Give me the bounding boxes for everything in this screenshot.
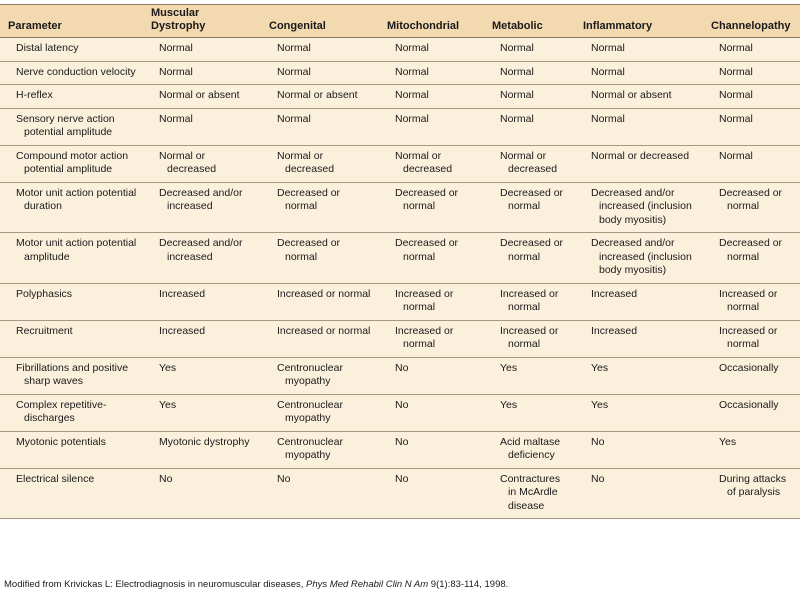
value-cell: [379, 468, 484, 519]
value-cell: [143, 357, 261, 394]
value-text: Increased or normal: [719, 287, 778, 313]
value-text: Normal: [395, 89, 429, 101]
value-cell: [379, 233, 484, 284]
value-cell: [261, 320, 379, 357]
value-cell: [261, 431, 379, 468]
value-cell: [575, 468, 703, 519]
value-text: No: [159, 472, 173, 485]
value-cell: [703, 145, 800, 182]
parameter-cell: [0, 468, 143, 519]
value-text: Yes: [719, 435, 737, 448]
value-text: No: [591, 435, 605, 448]
parameter-text: Sensory nerve action potential amplitude: [16, 112, 115, 138]
value-cell: [484, 233, 575, 284]
table-row: [0, 145, 800, 182]
table-row: [0, 182, 800, 233]
value-cell: [261, 85, 379, 109]
value-text: Myotonic dystrophy: [159, 435, 250, 448]
source-footnote: [4, 579, 508, 591]
value-cell: [379, 357, 484, 394]
value-text: Normal: [395, 65, 429, 78]
table-body: [0, 38, 800, 519]
value-cell: [379, 320, 484, 357]
value-text: Increased: [591, 324, 638, 337]
value-cell: [143, 431, 261, 468]
value-text: Normal: [591, 65, 625, 78]
value-cell: [261, 108, 379, 145]
value-text: Contractures in McArdle disease: [500, 472, 561, 512]
value-text: Normal: [500, 65, 534, 78]
value-cell: [703, 468, 800, 519]
header-parameter: Parameter: [0, 5, 143, 38]
value-cell: [261, 38, 379, 62]
header-channelopathy: Channelopathy: [703, 5, 800, 38]
parameter-cell: [0, 61, 143, 85]
parameter-cell: [0, 182, 143, 233]
parameter-text: Motor unit action potential duration: [16, 186, 137, 212]
value-cell: [575, 394, 703, 431]
value-text: No: [395, 398, 409, 411]
value-text: Decreased and/or increased (inclusion body myositis): [591, 237, 692, 276]
value-cell: [703, 357, 800, 394]
value-text: Decreased or normal: [500, 237, 564, 263]
parameter-cell: [0, 357, 143, 394]
value-cell: [575, 38, 703, 62]
value-cell: [484, 431, 575, 468]
parameter-text: Fibrillations and positive sharp waves: [16, 361, 129, 387]
header-mitochondrial: Mitochondrial: [379, 5, 484, 38]
value-cell: [703, 61, 800, 85]
value-cell: [703, 38, 800, 62]
parameter-cell: [0, 394, 143, 431]
value-text: Increased or normal: [395, 287, 454, 313]
value-cell: [484, 38, 575, 62]
value-cell: [143, 145, 261, 182]
value-text: Decreased and/or increased: [159, 186, 243, 212]
parameter-cell: [0, 85, 143, 109]
parameter-text: Recruitment: [16, 324, 73, 337]
parameter-text: Myotonic potentials: [16, 435, 106, 448]
value-text: Decreased or normal: [395, 186, 459, 212]
value-text: Normal: [719, 42, 753, 54]
table-row: [0, 357, 800, 394]
header-muscular-dystrophy-label: Muscular Dystrophy: [151, 7, 206, 32]
table-row: [0, 394, 800, 431]
parameter-cell: [0, 38, 143, 62]
value-text: Normal or absent: [277, 89, 358, 101]
value-text: Yes: [500, 398, 518, 411]
value-text: Increased or normal: [719, 324, 778, 350]
value-text: Increased or normal: [277, 287, 371, 300]
value-text: Normal: [159, 42, 193, 54]
value-cell: [575, 320, 703, 357]
header-inflammatory: Inflammatory: [575, 5, 703, 38]
parameter-text: Compound motor action potential amplitude: [16, 149, 129, 175]
value-cell: [261, 145, 379, 182]
value-cell: [484, 182, 575, 233]
value-cell: [261, 233, 379, 284]
value-text: Decreased and/or increased: [159, 237, 243, 263]
parameter-text: Motor unit action potential amplitude: [16, 237, 137, 263]
value-cell: [703, 182, 800, 233]
value-text: During attacks of paralysis: [719, 472, 787, 498]
value-cell: [575, 431, 703, 468]
table-row: [0, 233, 800, 284]
value-text: Normal: [500, 112, 534, 125]
value-text: Normal: [500, 89, 534, 101]
value-cell: [143, 38, 261, 62]
value-text: Decreased or normal: [719, 186, 783, 212]
value-text: Decreased or normal: [395, 237, 459, 263]
value-cell: [484, 108, 575, 145]
value-cell: [484, 357, 575, 394]
table-row: [0, 283, 800, 320]
value-cell: [484, 320, 575, 357]
value-cell: [143, 108, 261, 145]
value-text: Normal: [159, 65, 193, 78]
value-cell: [143, 182, 261, 233]
value-cell: [143, 233, 261, 284]
header-congenital: Congenital: [261, 5, 379, 38]
value-cell: [575, 61, 703, 85]
parameter-text: Distal latency: [16, 42, 79, 54]
parameter-cell: [0, 431, 143, 468]
value-cell: [261, 357, 379, 394]
value-text: Centronuclear myopathy: [277, 398, 343, 424]
value-cell: [484, 85, 575, 109]
value-cell: [379, 61, 484, 85]
value-text: Normal or decreased: [395, 149, 453, 175]
value-text: Normal: [500, 42, 534, 54]
value-text: Normal or absent: [591, 89, 672, 101]
value-text: Normal or decreased: [159, 149, 217, 175]
value-text: Decreased or normal: [277, 237, 341, 263]
footnote-suffix: 9(1):83-114, 1998.: [428, 579, 509, 590]
value-cell: [575, 233, 703, 284]
value-text: Normal or decreased: [500, 149, 558, 175]
value-cell: [703, 85, 800, 109]
value-text: Normal: [277, 65, 311, 78]
parameter-cell: [0, 320, 143, 357]
value-text: Decreased and/or increased (inclusion body myositis): [591, 186, 692, 226]
parameter-text: Polyphasics: [16, 287, 73, 300]
parameter-text: Nerve conduction velocity: [16, 65, 136, 78]
value-text: Increased: [591, 287, 638, 300]
value-cell: [143, 61, 261, 85]
value-cell: [484, 468, 575, 519]
value-text: Increased: [159, 324, 206, 337]
value-cell: [575, 108, 703, 145]
value-text: Normal: [719, 112, 753, 125]
value-text: Normal: [277, 112, 311, 125]
value-text: Occasionally: [719, 398, 779, 411]
value-text: Normal: [395, 42, 429, 54]
value-cell: [575, 283, 703, 320]
value-text: Normal: [719, 149, 753, 162]
value-cell: [703, 108, 800, 145]
table-header: [0, 5, 800, 38]
header-metabolic: Metabolic: [484, 5, 575, 38]
value-cell: [143, 85, 261, 109]
table-row: [0, 61, 800, 85]
parameter-cell: [0, 283, 143, 320]
value-cell: [379, 182, 484, 233]
value-text: Yes: [159, 361, 177, 374]
table-row: [0, 38, 800, 62]
value-cell: [703, 233, 800, 284]
value-text: Normal: [591, 42, 625, 54]
parameter-cell: [0, 145, 143, 182]
value-cell: [143, 283, 261, 320]
value-text: Normal or decreased: [591, 149, 690, 162]
value-cell: [261, 283, 379, 320]
parameter-cell: [0, 233, 143, 284]
value-text: No: [395, 472, 409, 485]
value-text: No: [591, 472, 605, 485]
value-cell: [379, 431, 484, 468]
value-text: Yes: [591, 361, 609, 374]
value-cell: [379, 38, 484, 62]
value-text: Centronuclear myopathy: [277, 435, 343, 461]
value-cell: [261, 61, 379, 85]
value-text: No: [277, 472, 291, 485]
value-text: Normal: [719, 65, 753, 78]
value-cell: [261, 182, 379, 233]
value-text: Yes: [591, 398, 609, 411]
value-cell: [575, 182, 703, 233]
value-text: No: [395, 361, 409, 374]
value-cell: [143, 468, 261, 519]
table-row: [0, 85, 800, 109]
value-text: Normal: [159, 112, 193, 125]
parameter-text: Complex repetitive-discharges: [16, 398, 107, 424]
value-text: Increased or normal: [500, 324, 559, 350]
value-text: Yes: [159, 398, 177, 411]
value-cell: [575, 85, 703, 109]
value-cell: [379, 85, 484, 109]
value-cell: [703, 283, 800, 320]
value-text: Increased or normal: [500, 287, 559, 313]
value-text: Normal: [395, 112, 429, 125]
value-text: Increased or normal: [277, 324, 371, 337]
value-cell: [379, 145, 484, 182]
value-text: Centronuclear myopathy: [277, 361, 343, 387]
value-cell: [703, 320, 800, 357]
value-cell: [484, 394, 575, 431]
value-text: Occasionally: [719, 361, 779, 374]
value-text: No: [395, 435, 409, 448]
value-cell: [575, 145, 703, 182]
value-text: Decreased or normal: [719, 237, 783, 263]
value-cell: [261, 468, 379, 519]
footnote-prefix: Modified from Krivickas L: Electrodiagnosis in neuromuscular diseases,: [4, 579, 307, 590]
parameter-text: Electrical silence: [16, 472, 95, 485]
value-cell: [143, 394, 261, 431]
value-text: Increased or normal: [395, 324, 454, 350]
emg-findings-table: [0, 4, 800, 519]
table-row: [0, 468, 800, 519]
value-cell: [703, 394, 800, 431]
value-text: Decreased or normal: [500, 186, 564, 212]
table-row: [0, 108, 800, 145]
value-text: Normal: [591, 112, 625, 125]
parameter-cell: [0, 108, 143, 145]
table-row: [0, 431, 800, 468]
header-muscular-dystrophy: [143, 5, 261, 38]
table-row: [0, 320, 800, 357]
value-text: Acid maltase deficiency: [500, 435, 561, 461]
value-cell: [379, 108, 484, 145]
value-cell: [261, 394, 379, 431]
value-text: Normal or decreased: [277, 149, 335, 175]
value-cell: [143, 320, 261, 357]
value-cell: [379, 283, 484, 320]
value-cell: [484, 145, 575, 182]
value-cell: [484, 61, 575, 85]
parameter-text: H-reflex: [16, 89, 53, 101]
value-text: Normal: [277, 42, 311, 54]
value-cell: [575, 357, 703, 394]
value-text: Increased: [159, 287, 206, 300]
header-row: [0, 5, 800, 38]
value-text: Normal: [719, 89, 753, 101]
value-cell: [484, 283, 575, 320]
value-text: Decreased or normal: [277, 186, 341, 212]
footnote-journal: Phys Med Rehabil Clin N Am: [306, 579, 429, 590]
value-text: Yes: [500, 361, 518, 374]
value-cell: [703, 431, 800, 468]
value-text: Normal or absent: [159, 89, 240, 101]
value-cell: [379, 394, 484, 431]
